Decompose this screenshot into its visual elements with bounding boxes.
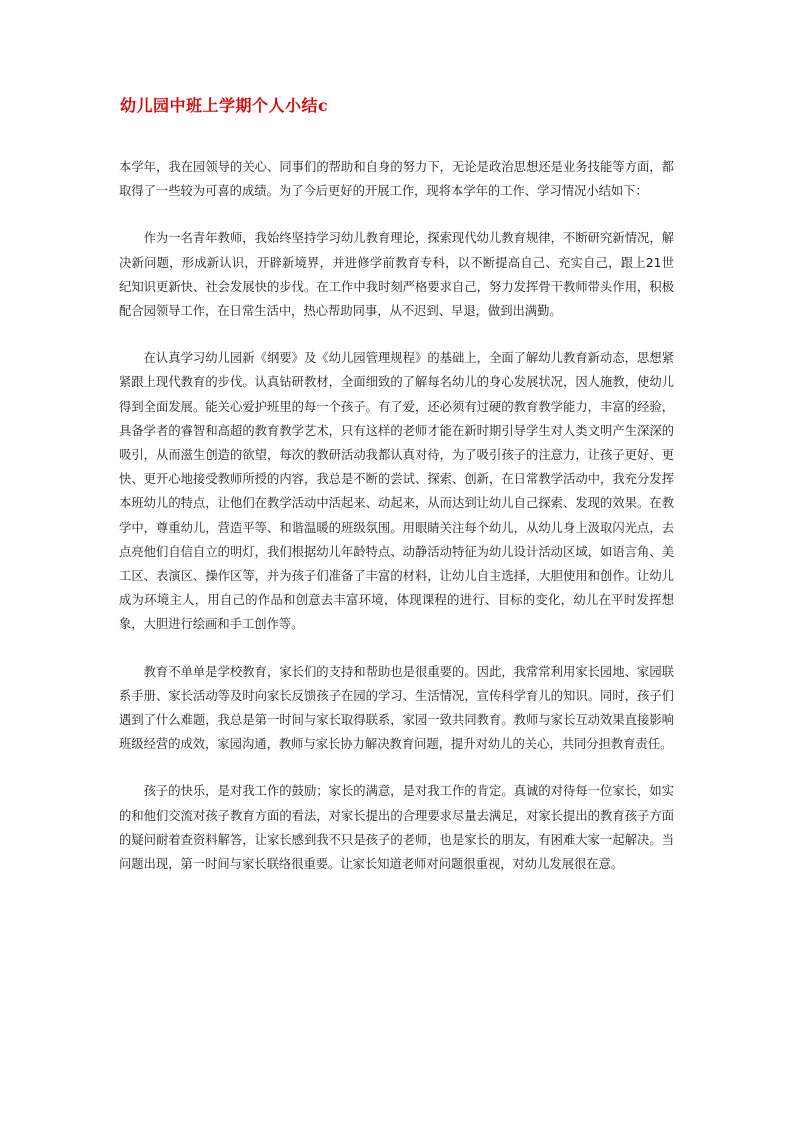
paragraph-self-study: 作为一名青年教师，我始终坚持学习幼儿教育理论，探索现代幼儿教育规律，不断研究新情况，解决新问题，形成新认识，开辟新境界，并进修学前教育专科，以不断提高自己、充实自己，跟上21世纪知识更新快、社会发展快的步伐。在工作中我时刻严格要求自己，努力发挥骨干教师带头作用，积极配合园领导工作，在日常生活中，热心帮助同事，从不迟到、早退，做到出满勤。 [119,231,674,319]
paragraph-parent-cooperation: 教育不单单是学校教育，家长们的支持和帮助也是很重要的。因此，我常常利用家长园地、家园联系手册、家长活动等及时向家长反馈孩子在园的学习、生活情况，宣传科学育儿的知识。同时，孩子们遇到了什么难题，我总是第一时间与家长取得联系，家园一致共同教育。教师与家长互动效果直接影响班级经营的成效，家园沟通，教师与家长协力解决教育问题，提升对幼儿的关心，共同分担教育责任。 [119,664,674,752]
paragraph-parent-communication: 孩子的快乐，是对我工作的鼓励；家长的满意，是对我工作的肯定。真诚的对待每一位家长，如实的和他们交流对孩子教育方面的看法，对家长提出的合理要求尽量去满足，对家长提出的教育孩子方面的疑问耐着查资料解答，让家长感到我不只是孩子的老师，也是家长的朋友，有困难大家一起解决。当问题出现，第一时间与家长联络很重要。让家长知道老师对问题很重视，对幼儿发展很在意。 [119,784,674,872]
document-body [119,155,674,899]
paragraph-teaching: 在认真学习幼儿园新《纲要》及《幼儿园管理规程》的基础上，全面了解幼儿教育新动态，思想紧紧跟上现代教育的步伐。认真钻研教材，全面细致的了解每名幼儿的身心发展状况，因人施教，使幼儿得到全面发展。能关心爱护班里的每一个孩子。有了爱，还必须有过硬的教育教学能力，丰富的经验，具备学者的睿智和高超的教育教学艺术，只有这样的老师才能在新时期引导学生对人类文明产生深深的吸引，从而滋生创造的欲望，每次的教研活动我都认真对待，为了吸引孩子的注意力，让孩子更好、更快、更开心地接受教师所授的内容，我总是不断的尝试、探索、创新，在日常教学活动中，我充分发挥本班幼儿的特点，让他们在教学活动中活起来、动起来，从而达到让幼儿自己探索、发现的效果。在教学中，尊重幼儿，营造平等、和谐温暖的班级氛围。用眼睛关注每个幼儿，从幼儿身上汲取闪光点，去点亮他们自信自立的明灯，我们根据幼儿年龄特点、动静活动特征为幼儿设计活动区域，如语言角、美工区、表演区、操作区等，并为孩子们准备了丰富的材料，让幼儿自主选择，大胆使用和创作。让幼儿成为环境主人，用自己的作品和创意去丰富环境，体现课程的进行、目标的变化，幼儿在平时发挥想象，大胆进行绘画和手工创作等。 [119,351,674,632]
paragraph-intro: 本学年，我在园领导的关心、同事们的帮助和自身的努力下，无论是政治思想还是业务技能等方面，都取得了一些较为可喜的成绩。为了今后更好的开展工作，现将本学年的工作、学习情况小结如下： [119,160,674,199]
document-title: 幼儿园中班上学期个人小结c [120,96,329,115]
